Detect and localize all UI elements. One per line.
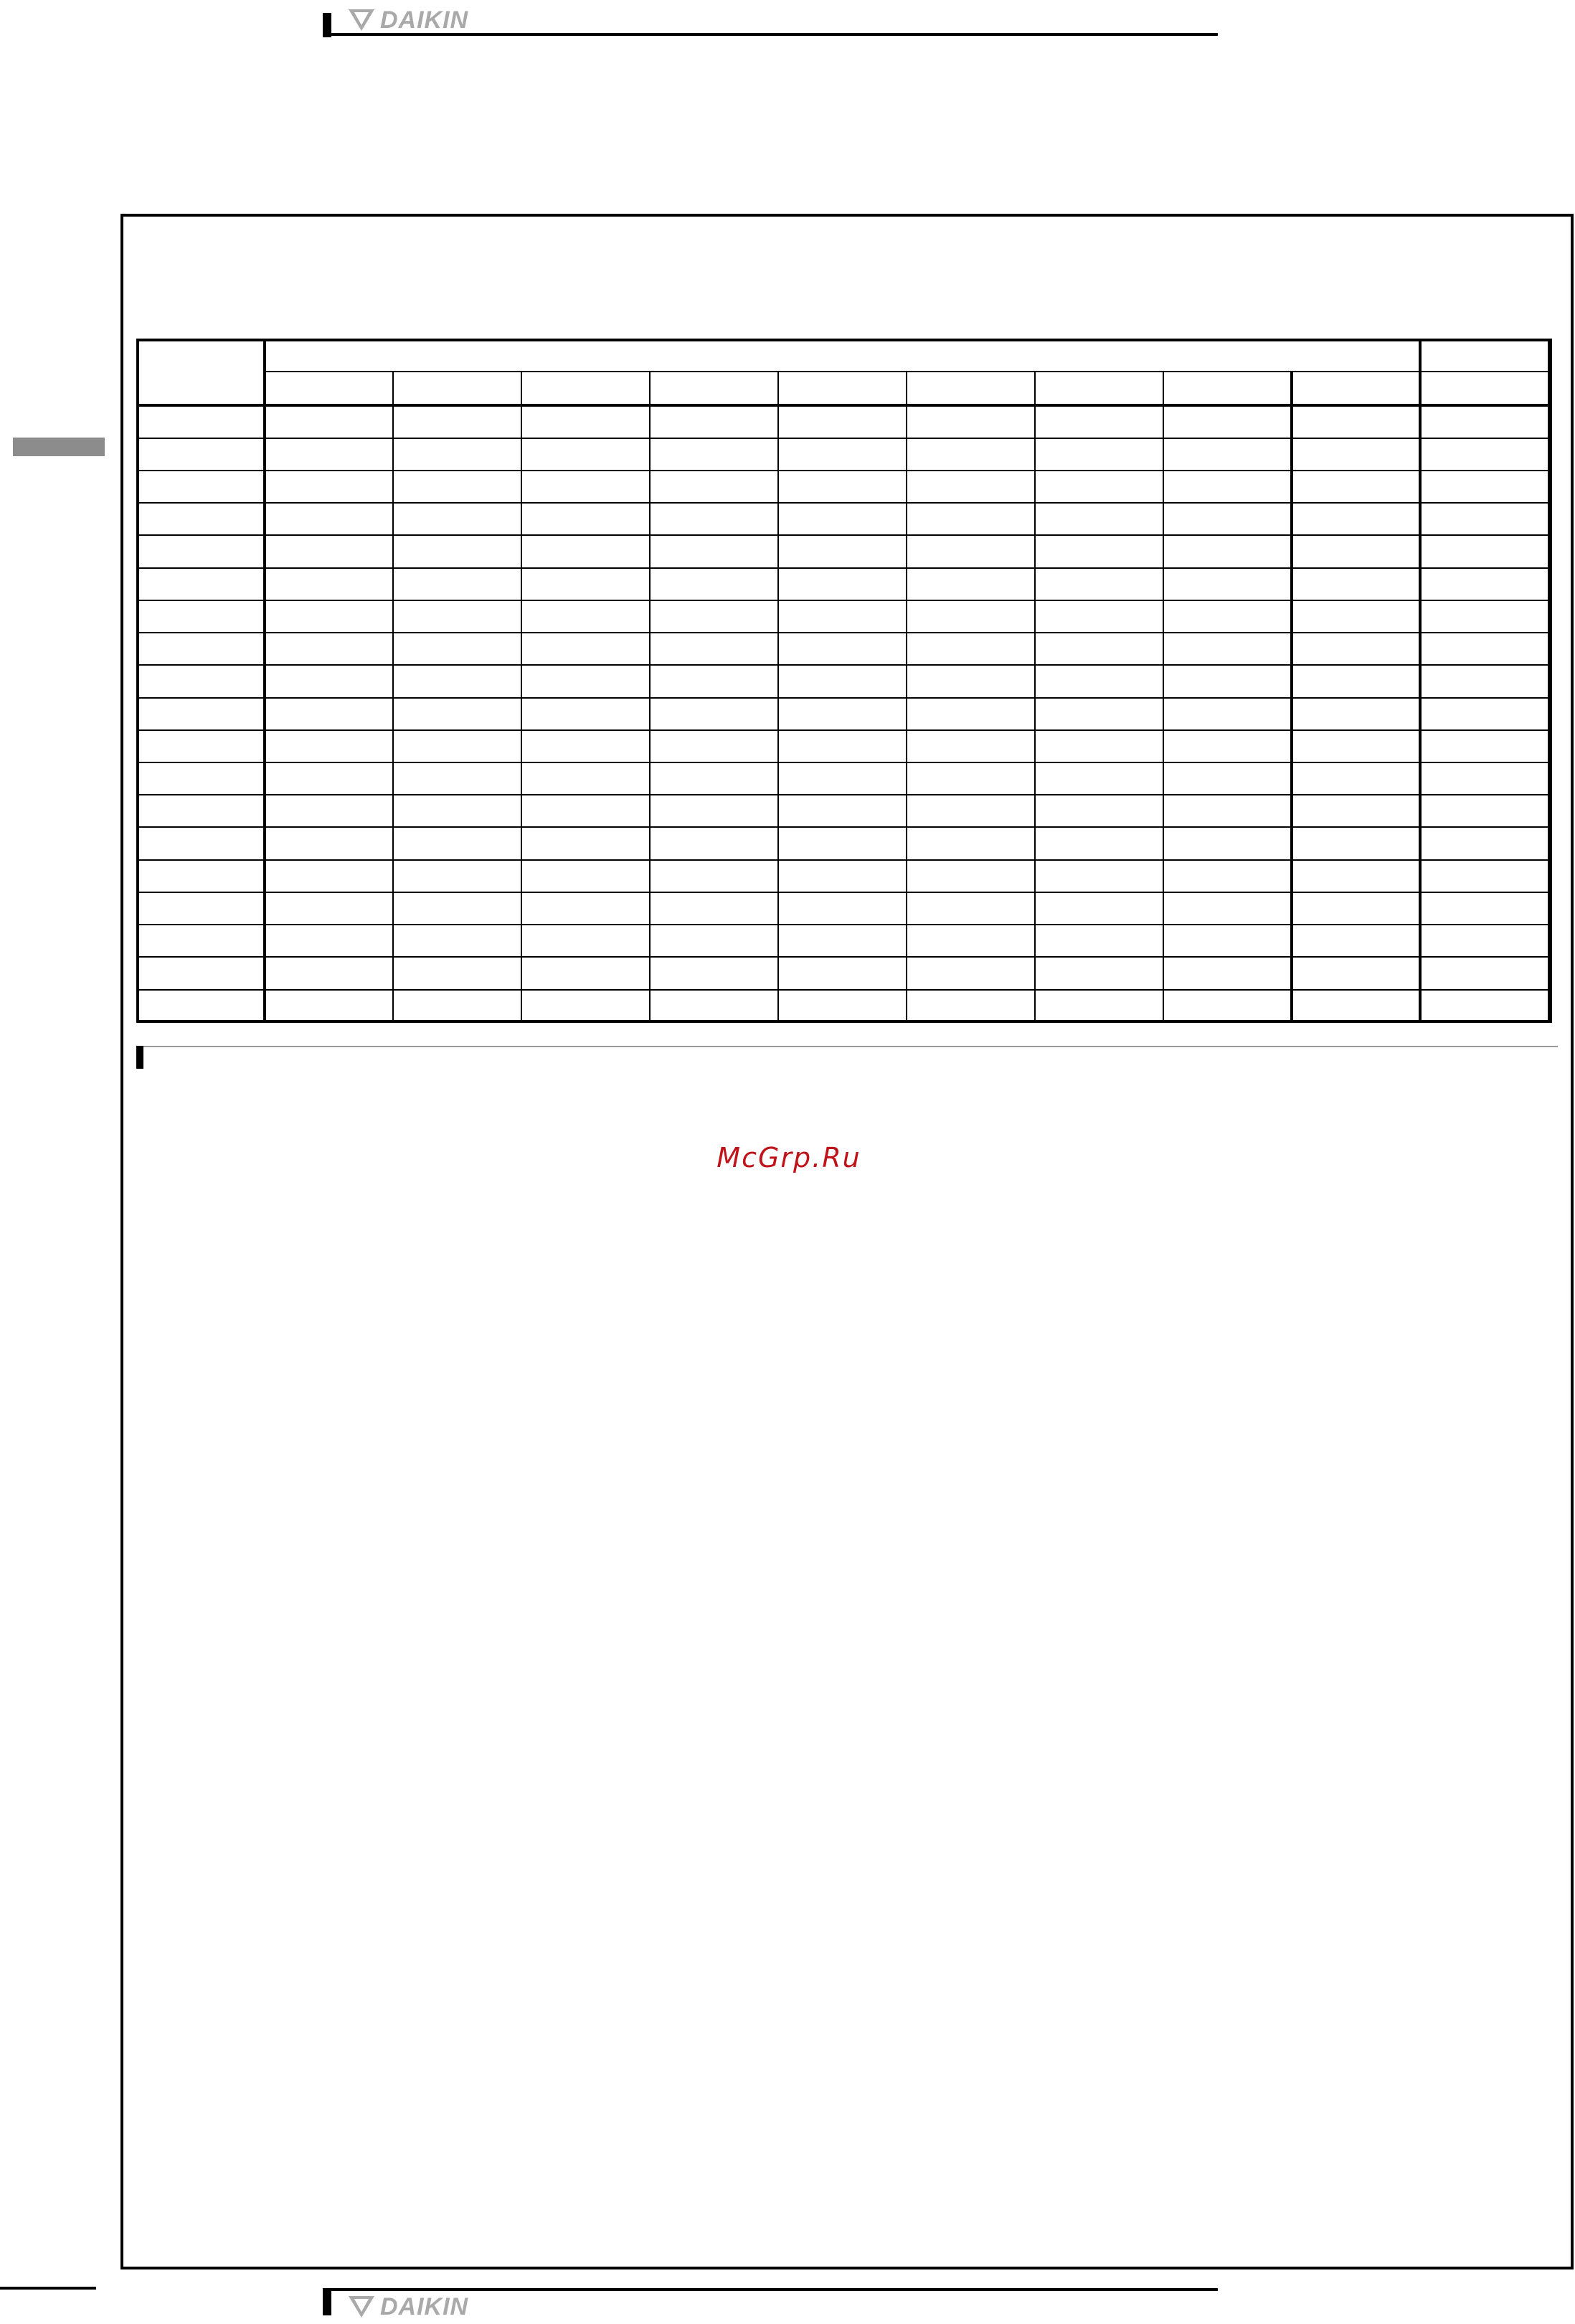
table-cell (1035, 892, 1163, 925)
table-cell (650, 957, 778, 989)
table-row (137, 730, 1551, 762)
table-cell (137, 471, 265, 503)
table-cell (907, 827, 1035, 859)
table-cell (1035, 633, 1163, 665)
table-cell (137, 405, 265, 438)
daikin-logo-icon (347, 2295, 376, 2319)
table-cell (1035, 957, 1163, 989)
table-header-cell (778, 372, 907, 405)
table-cell (521, 990, 650, 1022)
table-cell (778, 503, 907, 535)
table-row (137, 535, 1551, 567)
table-cell (1163, 698, 1292, 730)
table-cell (1292, 503, 1420, 535)
table-cell (1420, 405, 1551, 438)
table-cell (1035, 665, 1163, 697)
table-cell (521, 665, 650, 697)
table-cell (521, 892, 650, 925)
table-cell (393, 860, 521, 892)
table-cell (650, 665, 778, 697)
table-row (137, 438, 1551, 471)
table-header-cell (1292, 372, 1420, 405)
table-cell (521, 860, 650, 892)
table-cell (521, 503, 650, 535)
table-cell (1163, 438, 1292, 471)
table-cell (650, 860, 778, 892)
table-cell (521, 730, 650, 762)
table-cell (1292, 698, 1420, 730)
table-cell (137, 990, 265, 1022)
table-cell (137, 503, 265, 535)
table-cell (265, 925, 393, 957)
table-row (137, 471, 1551, 503)
table-cell (1035, 568, 1163, 600)
table-cell (1163, 892, 1292, 925)
table-row (137, 827, 1551, 859)
table-cell (907, 535, 1035, 567)
table-row (137, 600, 1551, 633)
table-cell (1035, 990, 1163, 1022)
table-cell (393, 535, 521, 567)
table-header-cell (650, 372, 778, 405)
table-cell (650, 535, 778, 567)
table-cell (907, 892, 1035, 925)
table-row (137, 925, 1551, 957)
table-cell (1035, 503, 1163, 535)
table-cell (393, 957, 521, 989)
table-cell (778, 990, 907, 1022)
table-cell (650, 827, 778, 859)
table-cell (521, 633, 650, 665)
table-cell (1292, 860, 1420, 892)
table-cell (907, 568, 1035, 600)
table-cell (1420, 730, 1551, 762)
table-cell (1292, 762, 1420, 795)
table-cell (521, 925, 650, 957)
table-cell (778, 730, 907, 762)
footer-logo (347, 2292, 468, 2321)
table-cell (1420, 892, 1551, 925)
table-cell (265, 438, 393, 471)
footer-logo-text: DAIKIN (380, 2292, 469, 2320)
table-cell (393, 665, 521, 697)
table-row (137, 503, 1551, 535)
table-cell (265, 762, 393, 795)
table-cell (1420, 990, 1551, 1022)
table-cell (521, 698, 650, 730)
daikin-logo-icon (347, 8, 376, 32)
table-cell (1292, 795, 1420, 827)
table-cell (1163, 405, 1292, 438)
table-cell (650, 471, 778, 503)
table-cell (1292, 600, 1420, 633)
page-footer (323, 2287, 1219, 2324)
table-grid (136, 339, 1552, 1023)
table-cell (1420, 503, 1551, 535)
table-cell (1035, 405, 1163, 438)
table-cell (1292, 471, 1420, 503)
table-cell (650, 795, 778, 827)
table-header-cell (1035, 372, 1163, 405)
table-cell (137, 795, 265, 827)
table-cell (1292, 633, 1420, 665)
table-cell (265, 892, 393, 925)
table-cell (393, 503, 521, 535)
table-cell (1163, 795, 1292, 827)
table-cell (265, 730, 393, 762)
table-cell (265, 471, 393, 503)
table-cell (1292, 957, 1420, 989)
table-cell (778, 698, 907, 730)
table-cell (521, 762, 650, 795)
table-cell (137, 698, 265, 730)
table-subheader-row (137, 372, 1551, 405)
table-cell (1420, 860, 1551, 892)
table-cell (521, 471, 650, 503)
table-cell (1163, 600, 1292, 633)
table-cell (907, 471, 1035, 503)
table-cell (907, 633, 1035, 665)
table-cell (1163, 860, 1292, 892)
table-cell (650, 892, 778, 925)
table-cell (1420, 957, 1551, 989)
table-cell (1035, 698, 1163, 730)
table-cell (393, 698, 521, 730)
table-cell (393, 892, 521, 925)
table-cell (137, 600, 265, 633)
table-cell (393, 600, 521, 633)
table-cell (1163, 957, 1292, 989)
table-cell (393, 925, 521, 957)
page-header (323, 3, 1219, 40)
table-cell (137, 860, 265, 892)
table-cell (393, 730, 521, 762)
table-cell (1292, 438, 1420, 471)
table-cell (907, 665, 1035, 697)
table-cell (778, 438, 907, 471)
table-cell (393, 827, 521, 859)
table-cell (1420, 600, 1551, 633)
table-header-cell (265, 372, 393, 405)
table-cell (1163, 471, 1292, 503)
table-cell (1163, 665, 1292, 697)
header-logo (347, 6, 468, 34)
table-cell (1163, 730, 1292, 762)
table-cell (265, 698, 393, 730)
table-cell (907, 698, 1035, 730)
table-cell (265, 827, 393, 859)
table-cell (1420, 438, 1551, 471)
table-row (137, 795, 1551, 827)
table-header-cell (521, 372, 650, 405)
table-header-cell (265, 339, 1420, 372)
table-cell (907, 730, 1035, 762)
table-cell (1420, 795, 1551, 827)
table-cell (650, 698, 778, 730)
table-cell (650, 762, 778, 795)
table-cell (1292, 892, 1420, 925)
table-cell (1420, 698, 1551, 730)
table-cell (1420, 568, 1551, 600)
table-cell (1292, 568, 1420, 600)
table-cell (1163, 925, 1292, 957)
table-row (137, 860, 1551, 892)
table-row (137, 405, 1551, 438)
header-rule (323, 33, 1218, 36)
table-cell (778, 827, 907, 859)
table-cell (907, 957, 1035, 989)
table-header-cell (137, 339, 265, 405)
table-row (137, 990, 1551, 1022)
table-cell (778, 892, 907, 925)
table-cell (1292, 990, 1420, 1022)
table-cell (778, 600, 907, 633)
table-row (137, 957, 1551, 989)
footer-rule (323, 2288, 1218, 2291)
side-section-tab (13, 438, 105, 456)
table-cell (778, 568, 907, 600)
table-row (137, 568, 1551, 600)
footer-marker-bar (323, 2291, 331, 2315)
table-cell (1420, 633, 1551, 665)
table-cell (1035, 730, 1163, 762)
table-row (137, 665, 1551, 697)
header-logo-text: DAIKIN (380, 6, 469, 34)
table-cell (778, 405, 907, 438)
table-cell (778, 957, 907, 989)
table-cell (907, 600, 1035, 633)
table-cell (393, 990, 521, 1022)
table-cell (650, 633, 778, 665)
table-cell (137, 568, 265, 600)
table-cell (650, 503, 778, 535)
table-cell (907, 762, 1035, 795)
table-cell (1035, 925, 1163, 957)
table-cell (907, 503, 1035, 535)
table-cell (907, 860, 1035, 892)
table-header-row (137, 339, 1551, 372)
table-cell (650, 600, 778, 633)
table-cell (1035, 860, 1163, 892)
table-cell (393, 438, 521, 471)
table-cell (650, 405, 778, 438)
table-cell (137, 633, 265, 665)
table-cell (778, 925, 907, 957)
table-cell (1163, 827, 1292, 859)
table-cell (265, 600, 393, 633)
table-header-cell (1420, 372, 1551, 405)
table-cell (521, 568, 650, 600)
table-cell (907, 438, 1035, 471)
table-cell (1163, 990, 1292, 1022)
table-cell (778, 633, 907, 665)
table-cell (650, 438, 778, 471)
table-cell (1292, 535, 1420, 567)
table-cell (650, 925, 778, 957)
table-cell (1420, 827, 1551, 859)
table-cell (778, 795, 907, 827)
table-cell (265, 860, 393, 892)
table-cell (137, 438, 265, 471)
table-cell (393, 471, 521, 503)
table-cell (393, 405, 521, 438)
table-cell (778, 860, 907, 892)
table-cell (1035, 600, 1163, 633)
table-cell (265, 503, 393, 535)
table-cell (1163, 633, 1292, 665)
table-cell (265, 633, 393, 665)
table-cell (265, 568, 393, 600)
table-cell (1035, 438, 1163, 471)
table-cell (1035, 762, 1163, 795)
table-cell (1163, 535, 1292, 567)
table-cell (1035, 827, 1163, 859)
footer-left-rule (0, 2287, 96, 2290)
table-cell (393, 568, 521, 600)
table-cell (137, 957, 265, 989)
table-cell (393, 633, 521, 665)
table-cell (265, 990, 393, 1022)
table-cell (393, 762, 521, 795)
table-cell (907, 795, 1035, 827)
data-table (136, 339, 1551, 1023)
table-cell (265, 405, 393, 438)
table-row (137, 892, 1551, 925)
table-cell (521, 535, 650, 567)
table-cell (521, 827, 650, 859)
table-cell (907, 990, 1035, 1022)
table-cell (521, 795, 650, 827)
table-cell (265, 795, 393, 827)
watermark-text: McGrp.Ru (716, 1142, 861, 1173)
table-cell (265, 665, 393, 697)
table-cell (907, 925, 1035, 957)
table-cell (393, 795, 521, 827)
section-rule (143, 1046, 1558, 1047)
table-cell (1163, 568, 1292, 600)
table-cell (137, 730, 265, 762)
table-cell (521, 600, 650, 633)
table-cell (137, 535, 265, 567)
table-cell (137, 665, 265, 697)
table-row (137, 762, 1551, 795)
table-cell (778, 665, 907, 697)
table-cell (265, 957, 393, 989)
table-cell (1420, 762, 1551, 795)
table-cell (650, 568, 778, 600)
table-header-cell (393, 372, 521, 405)
section-marker-bar (136, 1046, 143, 1069)
table-cell (137, 925, 265, 957)
table-header-cell (907, 372, 1035, 405)
table-cell (137, 762, 265, 795)
table-cell (1420, 925, 1551, 957)
table-cell (521, 438, 650, 471)
table-cell (137, 827, 265, 859)
table-cell (1420, 471, 1551, 503)
table-cell (778, 471, 907, 503)
table-row (137, 633, 1551, 665)
table-cell (778, 535, 907, 567)
table-cell (778, 762, 907, 795)
table-cell (907, 405, 1035, 438)
table-cell (1292, 925, 1420, 957)
table-cell (1163, 762, 1292, 795)
table-cell (521, 957, 650, 989)
table-cell (1292, 730, 1420, 762)
table-cell (650, 730, 778, 762)
table-cell (1420, 535, 1551, 567)
table-cell (137, 892, 265, 925)
table-cell (1035, 535, 1163, 567)
table-cell (1292, 405, 1420, 438)
table-cell (265, 535, 393, 567)
table-header-cell (1163, 372, 1292, 405)
table-cell (1163, 503, 1292, 535)
table-cell (1292, 827, 1420, 859)
table-cell (1035, 795, 1163, 827)
table-cell (1035, 471, 1163, 503)
table-header-cell (1420, 339, 1551, 372)
table-cell (521, 405, 650, 438)
table-cell (650, 990, 778, 1022)
table-cell (1292, 665, 1420, 697)
table-row (137, 698, 1551, 730)
table-cell (1420, 665, 1551, 697)
